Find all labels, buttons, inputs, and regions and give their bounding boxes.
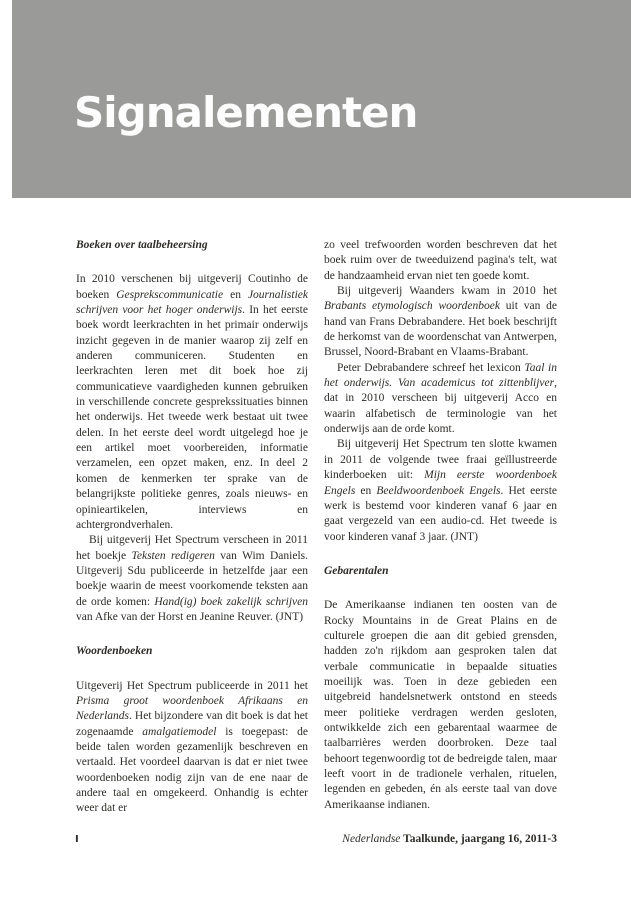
book-title-italic: Teksten redigeren	[131, 549, 215, 562]
text-run: Peter Debrabandere schreef het lexicon	[337, 361, 525, 374]
book-title-italic: Beeldwoordenboek Engels	[376, 484, 501, 497]
paragraph	[76, 679, 308, 817]
paragraph	[324, 598, 557, 813]
text-run: Uitgeverij Het Spectrum publiceerde in 2011 het	[76, 679, 308, 692]
text-run: uit van de hand van Frans Debrabandere. Het boek beschrijft de herkomst van de woordenschat van Antwerpen, Brussel, Noord-Brabant en Vlaams-Brabant.	[324, 300, 557, 359]
text-run: van Afke van der Horst en Jeanine Reuver. (JNT)	[76, 610, 304, 623]
text-run: Bij uitgeverij Het Spectrum ten slotte kwamen in 2011 de volgende twee fraai geïllustreerde kinderboeken uit:	[324, 438, 557, 482]
text-run: , dat in 2010 verscheen bij uitgeverij Acco en waarin alfabetisch de terminologie van het onderwijs aan de orde komt.	[324, 377, 557, 436]
paragraph	[324, 437, 557, 544]
title-band	[12, 0, 631, 198]
text-run: zo veel trefwoorden worden beschreven dat het boek ruim over de tweeduizend pagina's telt, wat de handzaamheid ervan niet ten goede komt.	[324, 239, 557, 282]
paragraph	[76, 533, 308, 625]
book-title-italic: Taal in het onderwijs. Van academicus tot zittenblijver	[324, 361, 557, 390]
book-title-italic: Brabants etymologisch woordenboek	[324, 300, 500, 313]
text-run: . Het bijzondere van dit boek is dat het zogenaamde	[76, 710, 308, 738]
text-run: Bij uitgeverij Het Spectrum verscheen in 2011 het boekje	[76, 534, 308, 562]
text-run: Bij uitgeverij Waanders kwam in 2010 het	[337, 285, 557, 298]
section-heading: Gebarentalen	[324, 564, 389, 577]
text-run: . Het eerste werk is bestemd voor kinderen vanaf 6 jaar en gaat vergezeld van een audio-cd. Het tweede is voor kinderen vanaf 3 jaar. (JNT)	[324, 484, 557, 543]
paragraph	[324, 361, 557, 438]
footer-journal-name: Nederlandse	[342, 833, 401, 845]
text-run: In 2010 verschenen bij uitgeverij Coutinho de boeken	[76, 273, 308, 301]
footer-journal-line	[342, 833, 557, 845]
paragraph	[324, 284, 557, 361]
book-title-italic: Journalistiek schrijven voor het hoger onderwijs	[76, 288, 308, 317]
text-run: en	[223, 288, 248, 301]
book-title-italic: Gesprekscommunicatie	[116, 288, 224, 301]
section-heading: Boeken over taalbeheersing	[76, 239, 208, 251]
section-heading: Woordenboeken	[76, 645, 153, 658]
book-title-italic: Mijn eerste woordenboek Engels	[324, 469, 557, 497]
left-text-column	[76, 238, 308, 817]
text-run: De Amerikaanse indianen ten oosten van de Rocky Mountains in de Great Plains en de culturele groepen die aan dit gebied grensden, hadden zo'n rijkdom aan gesproken talen dat verbale communicatie in bepaalde situaties moeilijk was. Toen in deze gebieden een uitgebreid handelsnetwerk ontstond en steeds meer politieke verdragen werden gesloten, ontwikkelde zich een gebarentaal waarmee de taalbarrières werden doorbroken. Deze taal behoort tegenwoordig tot de bedreigde talen, maar leeft voort in de tradionele verhalen, rituelen, legenden en gebeden, én als eerste taal van dove Amerikaanse indianen.	[324, 599, 557, 811]
book-title-italic: Prisma groot woordenboek Afrikaans en Nederlands	[76, 694, 308, 723]
paragraph	[76, 272, 308, 533]
paragraph	[324, 238, 557, 284]
right-text-column	[324, 238, 557, 813]
text-run: . In het eerste boek wordt leerkrachten in het primair onderwijs inzicht gegeven in de manier waarop zij zelf en anderen communiceren. Studenten en leerkrachten leren met dit boek hoe zij communicatieve vaardigheden kunnen gebruiken in verschillende concrete gesprekssituaties binnen het onderwijs. Het tweede werk bestaat uit twee delen. In het eerste deel wordt uitgelegd hoe je een artikel moet voorbereiden, informatie verzamelen, een opzet maken, enz. In deel 2 komen de kenmerken ter sprake van de belangrijkste politieke genres, zoals nieuws- en opinieartikelen, interviews en achtergrondverhalen.	[76, 304, 308, 531]
footer-journal-issue: Taalkunde, jaargang 16, 2011-3	[400, 833, 557, 845]
text-run: is toegepast: de beide talen worden gezamenlijk beschreven en vertaald. Het voordeel daarvan is dat er niet twee woordenboeken nodig zijn van de ene naar de andere taal en omgekeerd. Onhandig is echter weer dat er	[76, 725, 309, 815]
book-title-italic: Hand(ig) boek zakelijk schrijven	[154, 595, 308, 608]
book-title-italic: amalgatiemodel	[142, 725, 217, 738]
text-run: en	[355, 484, 377, 497]
page-title: Signalementen	[74, 88, 418, 137]
footer-page-marker: I	[75, 834, 79, 845]
text-run: van Wim Daniels. Uitgeverij Sdu publiceerde in hetzelfde jaar een boekje waarin de meest voorkomende teksten aan de orde komen:	[76, 549, 309, 608]
